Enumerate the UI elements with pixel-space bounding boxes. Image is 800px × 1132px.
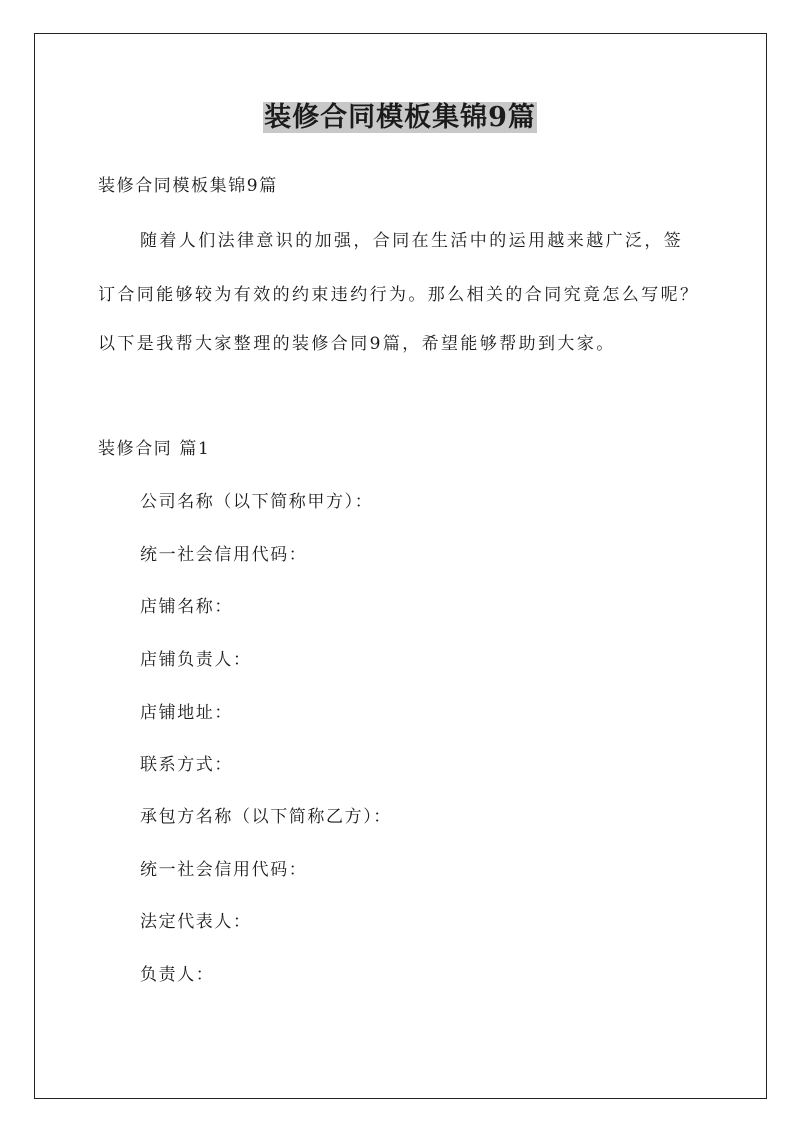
field-contractor-name: 承包方名称（以下简称乙方）：: [140, 807, 392, 827]
field-contractor-credit-code: 统一社会信用代码：: [140, 860, 308, 880]
field-person-in-charge: 负责人：: [140, 965, 215, 985]
document-subtitle: 装修合同模板集锦9篇: [98, 176, 278, 196]
field-shop-address: 店铺地址：: [140, 703, 233, 723]
intro-line-3: 以下是我帮大家整理的装修合同9篇，希望能够帮助到大家。: [98, 334, 616, 354]
intro-line-1: 随着人们法律意识的加强，合同在生活中的运用越来越广泛，签: [140, 231, 684, 251]
field-contact: 联系方式：: [140, 755, 233, 775]
field-credit-code: 统一社会信用代码：: [140, 545, 308, 565]
section-heading: 装修合同 篇1: [98, 439, 211, 459]
field-legal-representative: 法定代表人：: [140, 912, 252, 932]
document-title-text: 装修合同模板集锦9篇: [264, 102, 536, 133]
field-shop-manager: 店铺负责人：: [140, 650, 252, 670]
document-title: [0, 96, 800, 140]
intro-line-2: 订合同能够较为有效的约束违约行为。那么相关的合同究竟怎么写呢？: [98, 285, 700, 305]
field-shop-name: 店铺名称：: [140, 597, 233, 617]
field-company-name: 公司名称（以下简称甲方）：: [140, 492, 374, 512]
